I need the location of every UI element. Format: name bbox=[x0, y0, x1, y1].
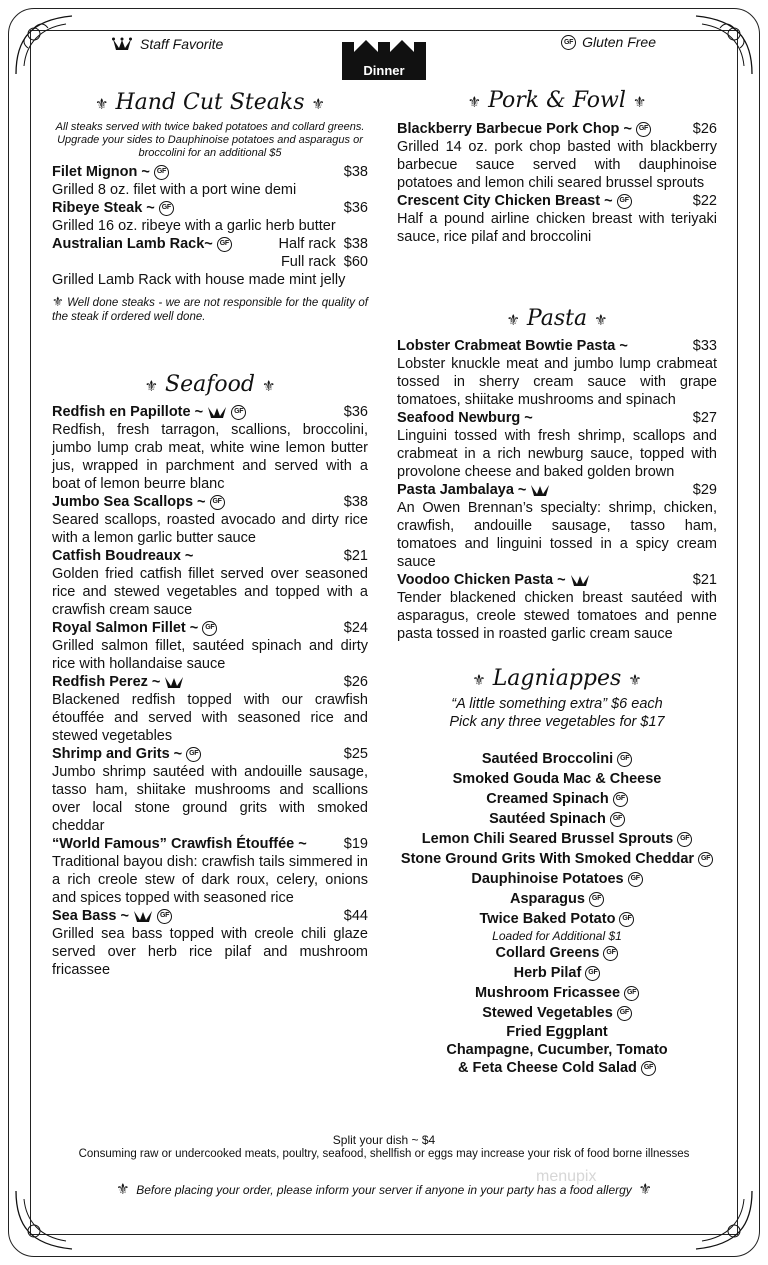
menu-item-description: Golden fried catfish fillet served over seasoned rice and stewed vegetables and topped with a crawfish cream sauce bbox=[52, 566, 368, 618]
steaks-title: ⚜ Hand Cut Steaks ⚜ bbox=[95, 90, 325, 115]
menu-title: Dinner bbox=[363, 63, 405, 78]
jester-hat-icon bbox=[207, 405, 227, 419]
gluten-free-icon: GF bbox=[231, 405, 246, 420]
legend-gluten-free bbox=[561, 34, 656, 50]
lagniappes-title: ⚜ Lagniappes ⚜ bbox=[472, 666, 642, 691]
menu-item-description: Blackened redfish topped with our crawfish étouffée and served with seasoned rice and stewed vegetables bbox=[52, 692, 368, 744]
pork-fowl-section bbox=[397, 88, 717, 246]
gluten-free-icon: GF bbox=[561, 35, 576, 50]
menu-item-name: Seafood Newburg ~ $27 bbox=[397, 410, 717, 426]
menu-item-description: Grilled salmon fillet, sautéed spinach and dirty rice with hollandaise sauce bbox=[52, 638, 368, 672]
gluten-free-icon: GF bbox=[641, 1061, 656, 1076]
menu-item-price: $26 bbox=[343, 674, 368, 690]
gluten-free-icon: GF bbox=[619, 912, 634, 927]
side-item: Creamed Spinach GF bbox=[397, 789, 717, 809]
gluten-free-icon: GF bbox=[217, 237, 232, 252]
menu-item-price: $27 bbox=[692, 410, 717, 426]
side-item: Collard Greens GF bbox=[397, 943, 717, 963]
menu-item-price: $38 bbox=[343, 494, 368, 510]
fleur-de-lis-icon: ⚜ bbox=[311, 95, 325, 113]
seafood-title: ⚜ Seafood ⚜ bbox=[144, 372, 276, 397]
gluten-free-icon: GF bbox=[159, 201, 174, 216]
gluten-free-icon: GF bbox=[613, 792, 628, 807]
fleur-de-lis-icon: ⚜ bbox=[506, 311, 520, 329]
lagniappes-section bbox=[397, 666, 717, 1077]
menu-item-name: Jumbo Sea Scallops ~ GF $38 bbox=[52, 494, 368, 510]
legend-gluten-free-label: Gluten Free bbox=[582, 34, 656, 50]
menu-item-description: Linguini tossed with fresh shrimp, scallops and crabmeat in a rich newburg sauce, topped with provolone cheese and baked golden brown bbox=[397, 428, 717, 480]
fleur-de-lis-icon: ⚜ bbox=[638, 1181, 652, 1198]
side-item: Mushroom Fricassee GF bbox=[397, 983, 717, 1003]
gluten-free-icon: GF bbox=[157, 909, 172, 924]
menu-item-name: Ribeye Steak ~ GF $36 bbox=[52, 200, 368, 216]
side-item: Stewed Vegetables GF bbox=[397, 1003, 717, 1023]
menu-item-price: $36 bbox=[343, 200, 368, 216]
side-item: Fried Eggplant bbox=[506, 1024, 608, 1040]
menu-item-name: Sea Bass ~ GF $44 bbox=[52, 908, 368, 924]
menu-item-price-half: Half rack $38 bbox=[278, 236, 368, 252]
menu-item-price: $38 bbox=[343, 164, 368, 180]
lagniappes-subtitle: Pick any three vegetables for $17 bbox=[449, 714, 665, 730]
side-item-note: Loaded for Additional $1 bbox=[492, 929, 622, 943]
corner-ornament-icon bbox=[10, 10, 80, 80]
menu-item-name: Redfish Perez ~ $26 bbox=[52, 674, 368, 690]
fleur-de-lis-icon: ⚜ bbox=[95, 95, 109, 113]
menu-item-description: Grilled 8 oz. filet with a port wine demi bbox=[52, 182, 297, 198]
gluten-free-icon: GF bbox=[186, 747, 201, 762]
menu-item-description: An Owen Brennan’s specialty: shrimp, chicken, crawfish, andouille sausage, tasso ham, tomatoes and linguini tossed in a spicy cream sauce bbox=[397, 500, 717, 570]
menu-item-name: Filet Mignon ~ GF $38 bbox=[52, 164, 368, 180]
menu-item-name: Royal Salmon Fillet ~ GF $24 bbox=[52, 620, 368, 636]
legend-staff-favorite-label: Staff Favorite bbox=[140, 36, 224, 52]
side-item: Asparagus GF bbox=[397, 889, 717, 909]
corner-ornament-icon bbox=[688, 10, 758, 80]
menu-item-name: Voodoo Chicken Pasta ~ $21 bbox=[397, 572, 717, 588]
side-item: Lemon Chili Seared Brussel Sprouts GF bbox=[397, 829, 717, 849]
gluten-free-icon: GF bbox=[210, 495, 225, 510]
jester-hat-icon bbox=[570, 573, 590, 587]
gluten-free-icon: GF bbox=[589, 892, 604, 907]
gluten-free-icon: GF bbox=[677, 832, 692, 847]
side-item: Herb Pilaf GF bbox=[397, 963, 717, 983]
menu-item-price: $19 bbox=[343, 836, 368, 852]
gluten-free-icon: GF bbox=[603, 946, 618, 961]
menu-item-price: $22 bbox=[692, 193, 717, 209]
gluten-free-icon: GF bbox=[698, 852, 713, 867]
steaks-section bbox=[52, 90, 368, 324]
fleur-de-lis-icon: ⚜ bbox=[467, 93, 482, 111]
menu-item-name: Redfish en Papillote ~ GF $36 bbox=[52, 404, 368, 420]
side-item: Sautéed Spinach GF bbox=[397, 809, 717, 829]
gluten-free-icon: GF bbox=[202, 621, 217, 636]
split-dish-note: Split your dish ~ $4 bbox=[332, 1133, 436, 1147]
gluten-free-icon: GF bbox=[628, 872, 643, 887]
side-item: Dauphinoise Potatoes GF bbox=[397, 869, 717, 889]
menu-item-description: Seared scallops, roasted avocado and dirty rice with a lemon garlic butter sauce bbox=[52, 512, 368, 546]
fleur-de-lis-icon: ⚜ bbox=[52, 294, 64, 309]
menu-item-price: $36 bbox=[343, 404, 368, 420]
gluten-free-icon: GF bbox=[617, 194, 632, 209]
menu-item-price: $25 bbox=[343, 746, 368, 762]
menu-item-description: Tender blackened chicken breast sautéed with asparagus, creole stewed tomatoes and penne pasta tossed in roasted garlic cream sauce bbox=[397, 590, 717, 642]
menu-item-name: Lobster Crabmeat Bowtie Pasta ~ $33 bbox=[397, 338, 717, 354]
fleur-de-lis-icon: ⚜ bbox=[632, 93, 647, 111]
watermark: menupix bbox=[536, 1168, 597, 1185]
fleur-de-lis-icon: ⚜ bbox=[144, 377, 159, 395]
fleur-de-lis-icon: ⚜ bbox=[261, 377, 276, 395]
gluten-free-icon: GF bbox=[154, 165, 169, 180]
menu-item-description: Grilled Lamb Rack with house made mint jelly bbox=[52, 272, 346, 288]
pasta-section bbox=[397, 306, 717, 643]
side-item: Stone Ground Grits With Smoked Cheddar GF bbox=[397, 849, 717, 869]
fleur-de-lis-icon: ⚜ bbox=[594, 311, 608, 329]
menu-item-price: $44 bbox=[343, 908, 368, 924]
menu-item-description: Lobster knuckle meat and jumbo lump crabmeat tossed in sherry cream sauce with grape tomatoes, shiitake mushrooms and spinach bbox=[397, 356, 717, 408]
menu-item-name: “World Famous” Crawfish Étouffée ~ $19 bbox=[52, 836, 368, 852]
gluten-free-icon: GF bbox=[624, 986, 639, 1001]
fleur-de-lis-icon: ⚜ bbox=[628, 671, 642, 689]
pasta-title: ⚜ Pasta ⚜ bbox=[506, 306, 608, 331]
menu-item-name: Crescent City Chicken Breast ~ GF $22 bbox=[397, 193, 717, 209]
menu-item-name: Pasta Jambalaya ~ $29 bbox=[397, 482, 717, 498]
fleur-de-lis-icon: ⚜ bbox=[116, 1181, 130, 1198]
menu-item-name: Blackberry Barbecue Pork Chop ~ GF $26 bbox=[397, 121, 717, 137]
jester-hat-icon bbox=[164, 675, 184, 689]
menu-item-description: Grilled 14 oz. pork chop basted with blackberry barbecue sauce served with dauphinoise potatoes and lemon chili seared brussel sprouts bbox=[397, 139, 717, 191]
gluten-free-icon: GF bbox=[636, 122, 651, 137]
menu-item-description: Grilled sea bass topped with creole chili glaze served over herb rice pilaf and mushroom fricassee bbox=[52, 926, 368, 978]
gluten-free-icon: GF bbox=[610, 812, 625, 827]
jester-hat-icon bbox=[112, 37, 132, 51]
side-item: & Feta Cheese Cold Salad GF bbox=[397, 1059, 717, 1077]
side-item: Twice Baked Potato GF bbox=[397, 909, 717, 929]
menu-item-description: Traditional bayou dish: crawfish tails simmered in a rich creole stew of dark roux, celery, onions and spices topped with seasoned rice bbox=[52, 854, 368, 906]
menu-item-name: Australian Lamb Rack~ GF Half rack $38 bbox=[52, 236, 368, 252]
menu-item-price: $26 bbox=[692, 121, 717, 137]
menu-item-price: $21 bbox=[692, 572, 717, 588]
menu-item-price-full: Full rack $60 bbox=[280, 254, 368, 270]
lagniappes-subtitle: “A little something extra” $6 each bbox=[451, 696, 663, 712]
steaks-note: All steaks served with twice baked potatoes and collard greens. Upgrade your sides to Dauphinoise potatoes and asparagus or broccolini for an additional $5 bbox=[55, 121, 365, 159]
pork-fowl-title: ⚜ Pork & Fowl ⚜ bbox=[467, 88, 647, 113]
menu-item-description: Jumbo shrimp sautéed with andouille sausage, tasso ham, shiitake mushrooms and scallions over local stone ground grits with smoked cheddar bbox=[52, 764, 368, 834]
legend-staff-favorite bbox=[112, 36, 223, 52]
allergy-note: ⚜ Before placing your order, please inform your server if anyone in your party has a food allergy ⚜ bbox=[116, 1181, 652, 1198]
fleur-de-lis-icon: ⚜ bbox=[472, 671, 486, 689]
menu-item-description: Half a pound airline chicken breast with teriyaki sauce, rice pilaf and broccolini bbox=[397, 211, 717, 245]
menu-item-description: Redfish, fresh tarragon, scallions, broccolini, jumbo lump crab meat, white wine lemon butter jus, wrapped in parchment and served with a boat of lemon beurre blanc bbox=[52, 422, 368, 492]
gluten-free-icon: GF bbox=[585, 966, 600, 981]
side-item: Champagne, Cucumber, Tomato bbox=[446, 1042, 668, 1058]
seafood-section bbox=[52, 372, 368, 979]
gluten-free-icon: GF bbox=[617, 752, 632, 767]
lagniappes-list bbox=[397, 749, 717, 1077]
well-done-note: ⚜ Well done steaks - we are not responsible for the quality of the steak if ordered well done. bbox=[52, 294, 368, 323]
menu-item-name: Shrimp and Grits ~ GF $25 bbox=[52, 746, 368, 762]
menu-item-price: $29 bbox=[692, 482, 717, 498]
menu-item-name: Catfish Boudreaux ~ $21 bbox=[52, 548, 368, 564]
menu-item-price: $33 bbox=[692, 338, 717, 354]
gluten-free-icon: GF bbox=[617, 1006, 632, 1021]
menu-item-price: $21 bbox=[343, 548, 368, 564]
side-item: Sautéed Broccolini GF bbox=[397, 749, 717, 769]
jester-hat-icon bbox=[133, 909, 153, 923]
jester-hat-icon bbox=[530, 483, 550, 497]
consumption-warning: Consuming raw or undercooked meats, poultry, seafood, shellfish or eggs may increase your risk of food borne illnesses bbox=[78, 1148, 690, 1160]
menu-item-description: Grilled 16 oz. ribeye with a garlic herb butter bbox=[52, 218, 336, 234]
menu-item-price: $24 bbox=[343, 620, 368, 636]
side-item: Smoked Gouda Mac & Cheese bbox=[452, 771, 662, 787]
